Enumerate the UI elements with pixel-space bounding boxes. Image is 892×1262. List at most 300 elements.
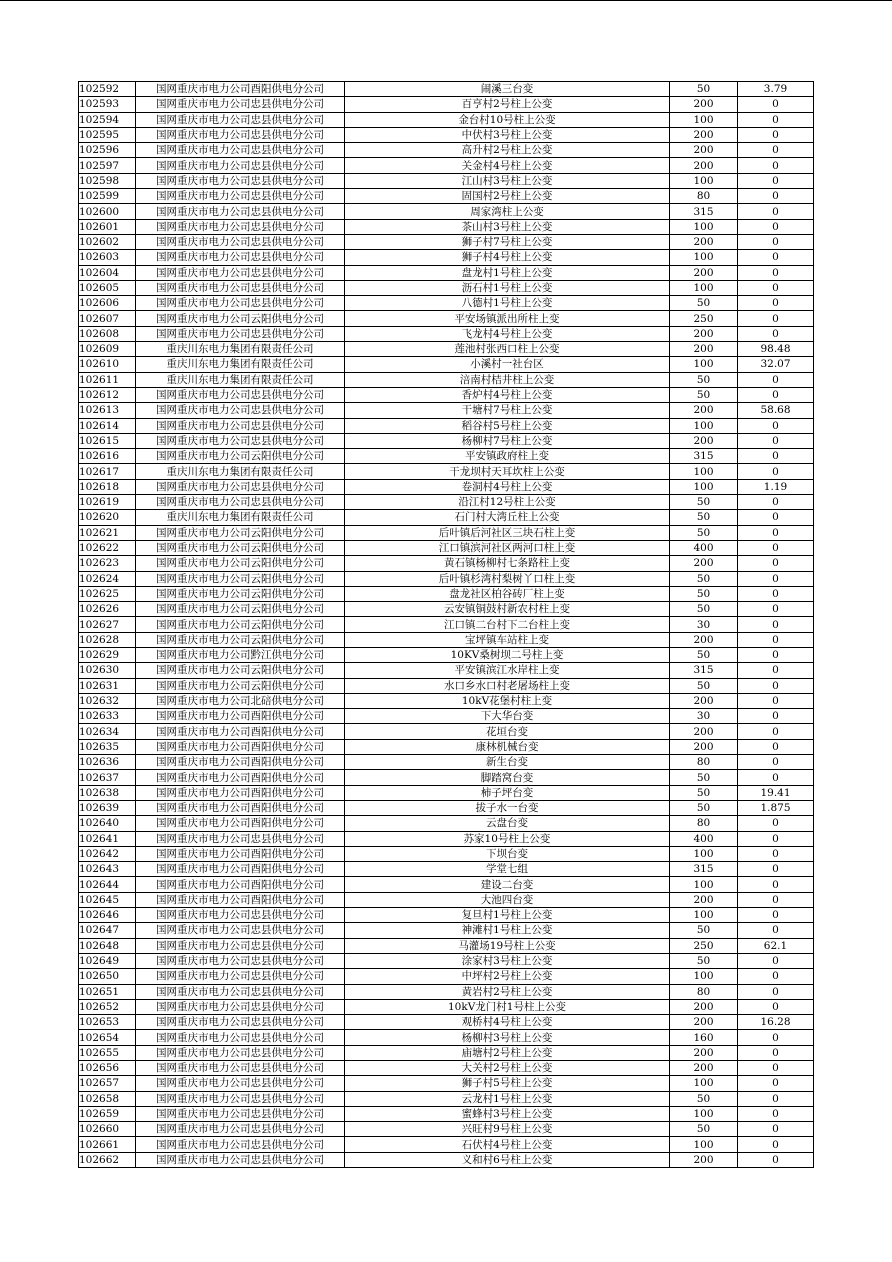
table-row bbox=[79, 357, 814, 372]
row-id-cell: 102640 bbox=[79, 816, 136, 831]
capacity-cell: 200 bbox=[670, 999, 738, 1014]
row-id-cell: 102629 bbox=[79, 647, 136, 662]
table-row bbox=[79, 816, 814, 831]
capacity-cell: 200 bbox=[670, 693, 738, 708]
row-id-cell: 102631 bbox=[79, 678, 136, 693]
company-cell: 国网重庆市电力公司云阳供电分公司 bbox=[136, 311, 345, 326]
table-row bbox=[79, 280, 814, 295]
capacity-cell: 100 bbox=[670, 357, 738, 372]
company-cell: 国网重庆市电力公司忠县供电分公司 bbox=[136, 189, 345, 204]
transformer-name-cell: 江山村3号柱上公变 bbox=[345, 173, 670, 188]
company-cell: 国网重庆市电力公司云阳供电分公司 bbox=[136, 663, 345, 678]
capacity-cell: 400 bbox=[670, 540, 738, 555]
value-cell: 0 bbox=[738, 663, 814, 678]
row-id-cell: 102601 bbox=[79, 219, 136, 234]
row-id-cell: 102607 bbox=[79, 311, 136, 326]
transformer-name-cell: 江口镇滨河社区两河口柱上变 bbox=[345, 540, 670, 555]
value-cell: 0 bbox=[738, 311, 814, 326]
capacity-cell: 50 bbox=[670, 1122, 738, 1137]
value-cell: 0 bbox=[738, 739, 814, 754]
value-cell: 0 bbox=[738, 112, 814, 127]
company-cell: 国网重庆市电力公司忠县供电分公司 bbox=[136, 999, 345, 1014]
row-id-cell: 102609 bbox=[79, 342, 136, 357]
table-row bbox=[79, 158, 814, 173]
transformer-name-cell: 盘龙社区柏谷砖厂柱上变 bbox=[345, 586, 670, 601]
transformer-name-cell: 闹溪三台变 bbox=[345, 82, 670, 97]
row-id-cell: 102620 bbox=[79, 510, 136, 525]
capacity-cell: 80 bbox=[670, 189, 738, 204]
transformer-name-cell: 沥石村1号柱上公变 bbox=[345, 280, 670, 295]
company-cell: 国网重庆市电力公司酉阳供电分公司 bbox=[136, 877, 345, 892]
capacity-cell: 200 bbox=[670, 342, 738, 357]
value-cell: 0 bbox=[738, 173, 814, 188]
value-cell: 0 bbox=[738, 816, 814, 831]
value-cell: 0 bbox=[738, 495, 814, 510]
capacity-cell: 200 bbox=[670, 632, 738, 647]
value-cell: 0 bbox=[738, 877, 814, 892]
capacity-cell: 50 bbox=[670, 387, 738, 402]
company-cell: 国网重庆市电力公司云阳供电分公司 bbox=[136, 556, 345, 571]
transformer-name-cell: 沿江村12号柱上公变 bbox=[345, 495, 670, 510]
transformer-name-cell: 小溪村一社台区 bbox=[345, 357, 670, 372]
row-id-cell: 102659 bbox=[79, 1106, 136, 1121]
transformer-name-cell: 茶山村3号柱上公变 bbox=[345, 219, 670, 234]
company-cell: 国网重庆市电力公司云阳供电分公司 bbox=[136, 586, 345, 601]
company-cell: 国网重庆市电力公司忠县供电分公司 bbox=[136, 1122, 345, 1137]
value-cell: 0 bbox=[738, 617, 814, 632]
transformer-name-cell: 江口镇二台村下二台柱上变 bbox=[345, 617, 670, 632]
company-cell: 国网重庆市电力公司忠县供电分公司 bbox=[136, 418, 345, 433]
capacity-cell: 100 bbox=[670, 250, 738, 265]
value-cell: 0 bbox=[738, 846, 814, 861]
row-id-cell: 102624 bbox=[79, 571, 136, 586]
capacity-cell: 100 bbox=[670, 280, 738, 295]
transformer-name-cell: 观桥村4号柱上公变 bbox=[345, 1015, 670, 1030]
table-row bbox=[79, 755, 814, 770]
company-cell: 国网重庆市电力公司忠县供电分公司 bbox=[136, 204, 345, 219]
row-id-cell: 102650 bbox=[79, 969, 136, 984]
table-row bbox=[79, 219, 814, 234]
table-row bbox=[79, 449, 814, 464]
row-id-cell: 102610 bbox=[79, 357, 136, 372]
capacity-cell: 80 bbox=[670, 755, 738, 770]
row-id-cell: 102645 bbox=[79, 892, 136, 907]
company-cell: 国网重庆市电力公司忠县供电分公司 bbox=[136, 158, 345, 173]
transformer-name-cell: 狮子村7号柱上公变 bbox=[345, 234, 670, 249]
company-cell: 国网重庆市电力公司北碚供电分公司 bbox=[136, 693, 345, 708]
row-id-cell: 102598 bbox=[79, 173, 136, 188]
transformer-name-cell: 马灌场19号柱上公变 bbox=[345, 938, 670, 953]
company-cell: 国网重庆市电力公司黔江供电分公司 bbox=[136, 647, 345, 662]
company-cell: 国网重庆市电力公司酉阳供电分公司 bbox=[136, 770, 345, 785]
table-row bbox=[79, 479, 814, 494]
value-cell: 16.28 bbox=[738, 1015, 814, 1030]
capacity-cell: 100 bbox=[670, 969, 738, 984]
transformer-name-cell: 莲池村张西口柱上公变 bbox=[345, 342, 670, 357]
row-id-cell: 102595 bbox=[79, 127, 136, 142]
row-id-cell: 102613 bbox=[79, 403, 136, 418]
capacity-cell: 200 bbox=[670, 158, 738, 173]
table-row bbox=[79, 525, 814, 540]
table-row bbox=[79, 265, 814, 280]
value-cell: 0 bbox=[738, 632, 814, 647]
transformer-name-cell: 中坪村2号柱上公变 bbox=[345, 969, 670, 984]
company-cell: 国网重庆市电力公司忠县供电分公司 bbox=[136, 908, 345, 923]
row-id-cell: 102621 bbox=[79, 525, 136, 540]
value-cell: 0 bbox=[738, 540, 814, 555]
table-row bbox=[79, 1106, 814, 1121]
capacity-cell: 50 bbox=[670, 602, 738, 617]
capacity-cell: 200 bbox=[670, 265, 738, 280]
company-cell: 国网重庆市电力公司忠县供电分公司 bbox=[136, 265, 345, 280]
company-cell: 国网重庆市电力公司忠县供电分公司 bbox=[136, 387, 345, 402]
company-cell: 国网重庆市电力公司酉阳供电分公司 bbox=[136, 82, 345, 97]
row-id-cell: 102642 bbox=[79, 846, 136, 861]
capacity-cell: 200 bbox=[670, 326, 738, 341]
transformer-name-cell: 涪南村桔井柱上公变 bbox=[345, 372, 670, 387]
transformer-name-cell: 庙塘村2号柱上公变 bbox=[345, 1045, 670, 1060]
company-cell: 国网重庆市电力公司酉阳供电分公司 bbox=[136, 724, 345, 739]
row-id-cell: 102660 bbox=[79, 1122, 136, 1137]
value-cell: 1.19 bbox=[738, 479, 814, 494]
row-id-cell: 102644 bbox=[79, 877, 136, 892]
company-cell: 国网重庆市电力公司忠县供电分公司 bbox=[136, 495, 345, 510]
company-cell: 国网重庆市电力公司云阳供电分公司 bbox=[136, 617, 345, 632]
company-cell: 国网重庆市电力公司忠县供电分公司 bbox=[136, 1030, 345, 1045]
company-cell: 国网重庆市电力公司忠县供电分公司 bbox=[136, 1076, 345, 1091]
value-cell: 1.875 bbox=[738, 800, 814, 815]
company-cell: 国网重庆市电力公司忠县供电分公司 bbox=[136, 143, 345, 158]
row-id-cell: 102614 bbox=[79, 418, 136, 433]
transformer-name-cell: 石伏村4号柱上公变 bbox=[345, 1137, 670, 1152]
value-cell: 0 bbox=[738, 969, 814, 984]
table-row bbox=[79, 908, 814, 923]
row-id-cell: 102634 bbox=[79, 724, 136, 739]
transformer-name-cell: 柿子坪台变 bbox=[345, 785, 670, 800]
transformer-name-cell: 固国村2号柱上公变 bbox=[345, 189, 670, 204]
capacity-cell: 200 bbox=[670, 724, 738, 739]
company-cell: 国网重庆市电力公司忠县供电分公司 bbox=[136, 173, 345, 188]
value-cell: 0 bbox=[738, 433, 814, 448]
row-id-cell: 102625 bbox=[79, 586, 136, 601]
company-cell: 国网重庆市电力公司忠县供电分公司 bbox=[136, 250, 345, 265]
row-id-cell: 102656 bbox=[79, 1061, 136, 1076]
transformer-name-cell: 下坝台变 bbox=[345, 846, 670, 861]
table-row bbox=[79, 495, 814, 510]
company-cell: 国网重庆市电力公司忠县供电分公司 bbox=[136, 1137, 345, 1152]
table-row bbox=[79, 892, 814, 907]
transformer-name-cell: 义和村6号柱上公变 bbox=[345, 1152, 670, 1167]
value-cell: 0 bbox=[738, 219, 814, 234]
table-row bbox=[79, 984, 814, 999]
company-cell: 国网重庆市电力公司忠县供电分公司 bbox=[136, 1152, 345, 1167]
value-cell: 0 bbox=[738, 1030, 814, 1045]
value-cell: 0 bbox=[738, 1061, 814, 1076]
company-cell: 国网重庆市电力公司酉阳供电分公司 bbox=[136, 800, 345, 815]
row-id-cell: 102593 bbox=[79, 97, 136, 112]
row-id-cell: 102597 bbox=[79, 158, 136, 173]
capacity-cell: 200 bbox=[670, 1015, 738, 1030]
value-cell: 0 bbox=[738, 97, 814, 112]
company-cell: 国网重庆市电力公司酉阳供电分公司 bbox=[136, 862, 345, 877]
table-row bbox=[79, 1061, 814, 1076]
capacity-cell: 200 bbox=[670, 403, 738, 418]
capacity-cell: 50 bbox=[670, 647, 738, 662]
table-row bbox=[79, 1137, 814, 1152]
transformer-name-cell: 八德村1号柱上公变 bbox=[345, 296, 670, 311]
page-top-rule bbox=[0, 0, 892, 1]
row-id-cell: 102612 bbox=[79, 387, 136, 402]
transformer-name-cell: 干塘村7号柱上公变 bbox=[345, 403, 670, 418]
row-id-cell: 102623 bbox=[79, 556, 136, 571]
transformer-name-cell: 云安镇铜鼓村新农村柱上变 bbox=[345, 602, 670, 617]
table-row bbox=[79, 234, 814, 249]
company-cell: 国网重庆市电力公司酉阳供电分公司 bbox=[136, 846, 345, 861]
value-cell: 0 bbox=[738, 158, 814, 173]
table-row bbox=[79, 862, 814, 877]
row-id-cell: 102637 bbox=[79, 770, 136, 785]
row-id-cell: 102626 bbox=[79, 602, 136, 617]
capacity-cell: 50 bbox=[670, 372, 738, 387]
table-row bbox=[79, 602, 814, 617]
capacity-cell: 50 bbox=[670, 785, 738, 800]
capacity-cell: 50 bbox=[670, 82, 738, 97]
capacity-cell: 50 bbox=[670, 525, 738, 540]
table-row bbox=[79, 1015, 814, 1030]
capacity-cell: 100 bbox=[670, 219, 738, 234]
value-cell: 0 bbox=[738, 189, 814, 204]
company-cell: 国网重庆市电力公司云阳供电分公司 bbox=[136, 678, 345, 693]
row-id-cell: 102661 bbox=[79, 1137, 136, 1152]
transformer-name-cell: 后叶镇杉湾村梨树丫口柱上变 bbox=[345, 571, 670, 586]
row-id-cell: 102602 bbox=[79, 234, 136, 249]
value-cell: 0 bbox=[738, 953, 814, 968]
row-id-cell: 102653 bbox=[79, 1015, 136, 1030]
transformer-name-cell: 宝坪镇车站柱上变 bbox=[345, 632, 670, 647]
value-cell: 0 bbox=[738, 143, 814, 158]
capacity-cell: 100 bbox=[670, 1106, 738, 1121]
row-id-cell: 102649 bbox=[79, 953, 136, 968]
table-row bbox=[79, 418, 814, 433]
capacity-cell: 200 bbox=[670, 234, 738, 249]
company-cell: 国网重庆市电力公司忠县供电分公司 bbox=[136, 831, 345, 846]
capacity-cell: 200 bbox=[670, 1061, 738, 1076]
capacity-cell: 200 bbox=[670, 892, 738, 907]
transformer-name-cell: 狮子村4号柱上公变 bbox=[345, 250, 670, 265]
table-row bbox=[79, 326, 814, 341]
row-id-cell: 102635 bbox=[79, 739, 136, 754]
row-id-cell: 102654 bbox=[79, 1030, 136, 1045]
company-cell: 重庆川东电力集团有限责任公司 bbox=[136, 510, 345, 525]
value-cell: 0 bbox=[738, 709, 814, 724]
company-cell: 国网重庆市电力公司忠县供电分公司 bbox=[136, 403, 345, 418]
transformer-name-cell: 涂家村3号柱上公变 bbox=[345, 953, 670, 968]
row-id-cell: 102600 bbox=[79, 204, 136, 219]
row-id-cell: 102592 bbox=[79, 82, 136, 97]
transformer-name-cell: 黄岩村2号柱上公变 bbox=[345, 984, 670, 999]
transformer-name-cell: 新生台变 bbox=[345, 755, 670, 770]
capacity-cell: 100 bbox=[670, 173, 738, 188]
company-cell: 国网重庆市电力公司忠县供电分公司 bbox=[136, 296, 345, 311]
capacity-cell: 315 bbox=[670, 663, 738, 678]
transformer-name-cell: 高升村2号柱上公变 bbox=[345, 143, 670, 158]
company-cell: 国网重庆市电力公司忠县供电分公司 bbox=[136, 1106, 345, 1121]
table-row bbox=[79, 204, 814, 219]
transformer-name-cell: 飞龙村4号柱上公变 bbox=[345, 326, 670, 341]
transformer-name-cell: 平安镇政府柱上变 bbox=[345, 449, 670, 464]
value-cell: 0 bbox=[738, 602, 814, 617]
table-row bbox=[79, 770, 814, 785]
company-cell: 国网重庆市电力公司酉阳供电分公司 bbox=[136, 739, 345, 754]
value-cell: 0 bbox=[738, 647, 814, 662]
value-cell: 0 bbox=[738, 770, 814, 785]
transformer-name-cell: 杨柳村7号柱上公变 bbox=[345, 433, 670, 448]
value-cell: 0 bbox=[738, 449, 814, 464]
capacity-cell: 30 bbox=[670, 709, 738, 724]
table-row bbox=[79, 464, 814, 479]
row-id-cell: 102630 bbox=[79, 663, 136, 678]
capacity-cell: 30 bbox=[670, 617, 738, 632]
value-cell: 0 bbox=[738, 234, 814, 249]
table-row bbox=[79, 97, 814, 112]
transformer-name-cell: 苏家10号柱上公变 bbox=[345, 831, 670, 846]
table-row bbox=[79, 433, 814, 448]
table-row bbox=[79, 846, 814, 861]
transformer-name-cell: 建设二台变 bbox=[345, 877, 670, 892]
table-row bbox=[79, 112, 814, 127]
capacity-cell: 80 bbox=[670, 816, 738, 831]
capacity-cell: 100 bbox=[670, 112, 738, 127]
table-row bbox=[79, 785, 814, 800]
transformer-name-cell: 百亨村2号柱上公变 bbox=[345, 97, 670, 112]
capacity-cell: 100 bbox=[670, 464, 738, 479]
transformer-name-cell: 盘龙村1号柱上公变 bbox=[345, 265, 670, 280]
capacity-cell: 100 bbox=[670, 846, 738, 861]
capacity-cell: 50 bbox=[670, 678, 738, 693]
capacity-cell: 50 bbox=[670, 510, 738, 525]
value-cell: 0 bbox=[738, 296, 814, 311]
value-cell: 0 bbox=[738, 556, 814, 571]
value-cell: 0 bbox=[738, 586, 814, 601]
table-row bbox=[79, 1122, 814, 1137]
transformer-name-cell: 香炉村4号柱上公变 bbox=[345, 387, 670, 402]
table-row bbox=[79, 403, 814, 418]
capacity-cell: 200 bbox=[670, 97, 738, 112]
table-row bbox=[79, 540, 814, 555]
transformer-name-cell: 下大华台变 bbox=[345, 709, 670, 724]
row-id-cell: 102662 bbox=[79, 1152, 136, 1167]
transformer-name-cell: 金台村10号柱上公变 bbox=[345, 112, 670, 127]
value-cell: 0 bbox=[738, 908, 814, 923]
table-row bbox=[79, 877, 814, 892]
table-row bbox=[79, 709, 814, 724]
row-id-cell: 102652 bbox=[79, 999, 136, 1014]
row-id-cell: 102658 bbox=[79, 1091, 136, 1106]
table-row bbox=[79, 571, 814, 586]
table-row bbox=[79, 953, 814, 968]
transformer-name-cell: 卷洞村4号柱上公变 bbox=[345, 479, 670, 494]
row-id-cell: 102618 bbox=[79, 479, 136, 494]
table-row bbox=[79, 82, 814, 97]
table-row bbox=[79, 387, 814, 402]
value-cell: 3.79 bbox=[738, 82, 814, 97]
value-cell: 32.07 bbox=[738, 357, 814, 372]
company-cell: 国网重庆市电力公司酉阳供电分公司 bbox=[136, 816, 345, 831]
company-cell: 国网重庆市电力公司忠县供电分公司 bbox=[136, 1061, 345, 1076]
value-cell: 0 bbox=[738, 510, 814, 525]
transformer-name-cell: 10KV桑树坝二号柱上变 bbox=[345, 647, 670, 662]
value-cell: 0 bbox=[738, 693, 814, 708]
row-id-cell: 102636 bbox=[79, 755, 136, 770]
table-row bbox=[79, 831, 814, 846]
capacity-cell: 50 bbox=[670, 770, 738, 785]
company-cell: 国网重庆市电力公司忠县供电分公司 bbox=[136, 923, 345, 938]
capacity-cell: 80 bbox=[670, 984, 738, 999]
capacity-cell: 250 bbox=[670, 311, 738, 326]
value-cell: 0 bbox=[738, 923, 814, 938]
value-cell: 0 bbox=[738, 1122, 814, 1137]
row-id-cell: 102646 bbox=[79, 908, 136, 923]
table-row bbox=[79, 556, 814, 571]
row-id-cell: 102619 bbox=[79, 495, 136, 510]
table-row bbox=[79, 296, 814, 311]
company-cell: 国网重庆市电力公司忠县供电分公司 bbox=[136, 97, 345, 112]
table-row bbox=[79, 189, 814, 204]
transformer-name-cell: 黄石镇杨柳村七条路柱上变 bbox=[345, 556, 670, 571]
row-id-cell: 102639 bbox=[79, 800, 136, 815]
capacity-cell: 200 bbox=[670, 1152, 738, 1167]
table-row bbox=[79, 724, 814, 739]
value-cell: 98.48 bbox=[738, 342, 814, 357]
row-id-cell: 102638 bbox=[79, 785, 136, 800]
company-cell: 国网重庆市电力公司云阳供电分公司 bbox=[136, 571, 345, 586]
transformer-name-cell: 拔子水一台变 bbox=[345, 800, 670, 815]
company-cell: 国网重庆市电力公司酉阳供电分公司 bbox=[136, 755, 345, 770]
transformer-name-cell: 云盘台变 bbox=[345, 816, 670, 831]
transformer-name-cell: 干龙坝村天耳坎柱上公变 bbox=[345, 464, 670, 479]
table-row bbox=[79, 586, 814, 601]
row-id-cell: 102632 bbox=[79, 693, 136, 708]
capacity-cell: 100 bbox=[670, 1137, 738, 1152]
table-row bbox=[79, 1076, 814, 1091]
value-cell: 0 bbox=[738, 1091, 814, 1106]
transformer-name-cell: 平安场镇派出所柱上变 bbox=[345, 311, 670, 326]
value-cell: 0 bbox=[738, 1076, 814, 1091]
company-cell: 国网重庆市电力公司忠县供电分公司 bbox=[136, 479, 345, 494]
value-cell: 0 bbox=[738, 127, 814, 142]
row-id-cell: 102605 bbox=[79, 280, 136, 295]
row-id-cell: 102622 bbox=[79, 540, 136, 555]
table-row bbox=[79, 923, 814, 938]
capacity-cell: 50 bbox=[670, 296, 738, 311]
value-cell: 0 bbox=[738, 862, 814, 877]
capacity-cell: 200 bbox=[670, 1045, 738, 1060]
value-cell: 0 bbox=[738, 250, 814, 265]
company-cell: 国网重庆市电力公司云阳供电分公司 bbox=[136, 540, 345, 555]
row-id-cell: 102594 bbox=[79, 112, 136, 127]
transformer-name-cell: 10kV龙门村1号柱上公变 bbox=[345, 999, 670, 1014]
row-id-cell: 102615 bbox=[79, 433, 136, 448]
row-id-cell: 102599 bbox=[79, 189, 136, 204]
capacity-cell: 100 bbox=[670, 908, 738, 923]
table-row bbox=[79, 143, 814, 158]
transformer-name-cell: 水口乡水口村老屠场柱上变 bbox=[345, 678, 670, 693]
capacity-cell: 50 bbox=[670, 800, 738, 815]
company-cell: 国网重庆市电力公司忠县供电分公司 bbox=[136, 1015, 345, 1030]
company-cell: 国网重庆市电力公司云阳供电分公司 bbox=[136, 449, 345, 464]
transformer-name-cell: 关金村4号柱上公变 bbox=[345, 158, 670, 173]
value-cell: 0 bbox=[738, 1152, 814, 1167]
